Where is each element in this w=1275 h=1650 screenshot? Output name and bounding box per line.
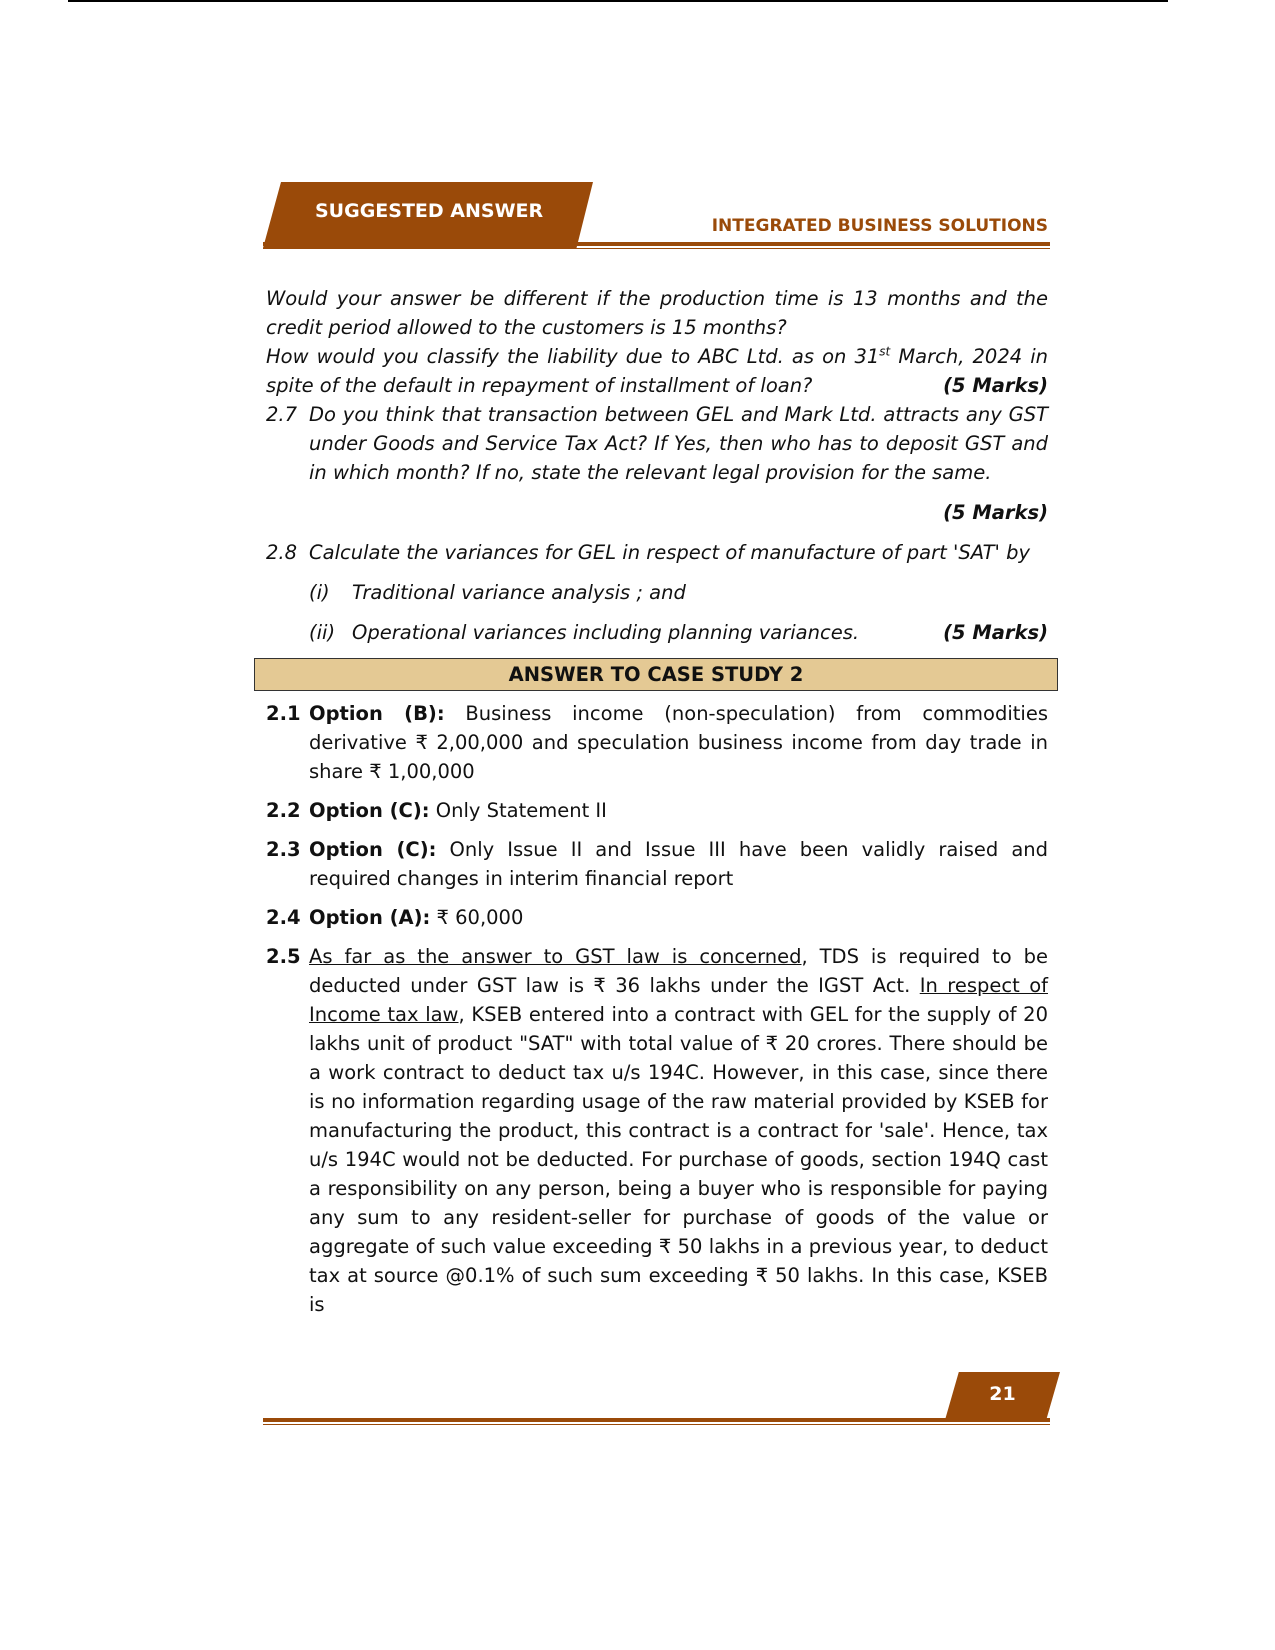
question-text: Calculate the variances for GEL in respect of manufacture of part 'SAT' by bbox=[309, 541, 1031, 564]
answer-2-5: 2.5 As far as the answer to GST law is concerned, TDS is required to be deducted under GST law is ₹ 36 lakhs under the IGST Act. In respect of Income tax law, KSEB entered into a contract with GEL for the supply of 20 lakhs unit of product "SAT" with total value of ₹ 20 crores. There should be a work contract to deduct tax u/s 194C. However, in this case, since there is no information regarding usage of the raw material provided by KSEB for manufacturing the product, this contract is a contract for 'sale'. Hence, tax u/s 194C would not be deducted. For purchase of goods, section 194Q cast a responsibility on any person, being a buyer who is responsible for paying any sum to any resident-seller for purchase of goods of the value or aggregate of such value exceeding ₹ 50 lakhs in a previous year, to deduct tax at source @0.1% of such sum exceeding ₹ 50 lakhs. In this case, KSEB is bbox=[266, 945, 1048, 1316]
page-content bbox=[266, 284, 1048, 1329]
question-continuation-2: How would you classify the liability due to ABC Ltd. as on 31st March, 2024 in spite of the default in repayment of installment of loan? (5 Marks) bbox=[266, 342, 1048, 400]
answer-2-1: 2.1 Option (B): Business income (non-speculation) from commodities derivative ₹ 2,00,000 and speculation business income from day trade in share ₹ 1,00,000 bbox=[266, 702, 1048, 783]
section-banner: ANSWER TO CASE STUDY 2 bbox=[254, 658, 1058, 691]
answer-2-4: 2.4 Option (A): ₹ 60,000 bbox=[266, 906, 524, 929]
top-rule bbox=[68, 0, 1168, 2]
question-number: 2.7 bbox=[266, 403, 298, 426]
header-title: INTEGRATED BUSINESS SOLUTIONS bbox=[711, 216, 1048, 236]
footer-rule bbox=[263, 1418, 1050, 1422]
marks-label: (5 Marks) bbox=[943, 501, 1048, 524]
question-2-8-i: (i) Traditional variance analysis ; and bbox=[309, 581, 686, 604]
footer-rule-thin bbox=[263, 1424, 1050, 1425]
page-number: 21 bbox=[989, 1383, 1016, 1405]
question-2-7 bbox=[266, 400, 1048, 487]
answer-2-2: 2.2 Option (C): Only Statement II bbox=[266, 799, 607, 822]
question-continuation-1: Would your answer be different if the production time is 13 months and the credit period allowed to the customers is 15 months? bbox=[266, 287, 1048, 339]
header-tab-label: SUGGESTED ANSWER bbox=[315, 200, 544, 222]
question-2-8 bbox=[266, 538, 1048, 567]
answer-2-3: 2.3 Option (C): Only Issue II and Issue III have been validly raised and required changes in interim financial report bbox=[266, 838, 1049, 890]
marks-label: (5 Marks) bbox=[943, 374, 1048, 397]
question-text: Do you think that transaction between GEL and Mark Ltd. attracts any GST under Goods and Service Tax Act? If Yes, then who has to deposit GST and in which month? If no, state the relevant legal provision for the same. bbox=[309, 403, 1048, 484]
header-rule-thin bbox=[263, 248, 1050, 249]
question-2-8-ii: (ii) Operational variances including planning variances. (5 Marks) bbox=[309, 618, 1048, 647]
header-rule bbox=[263, 242, 1050, 246]
question-number: 2.8 bbox=[266, 541, 298, 564]
marks-label: (5 Marks) bbox=[943, 621, 1048, 644]
